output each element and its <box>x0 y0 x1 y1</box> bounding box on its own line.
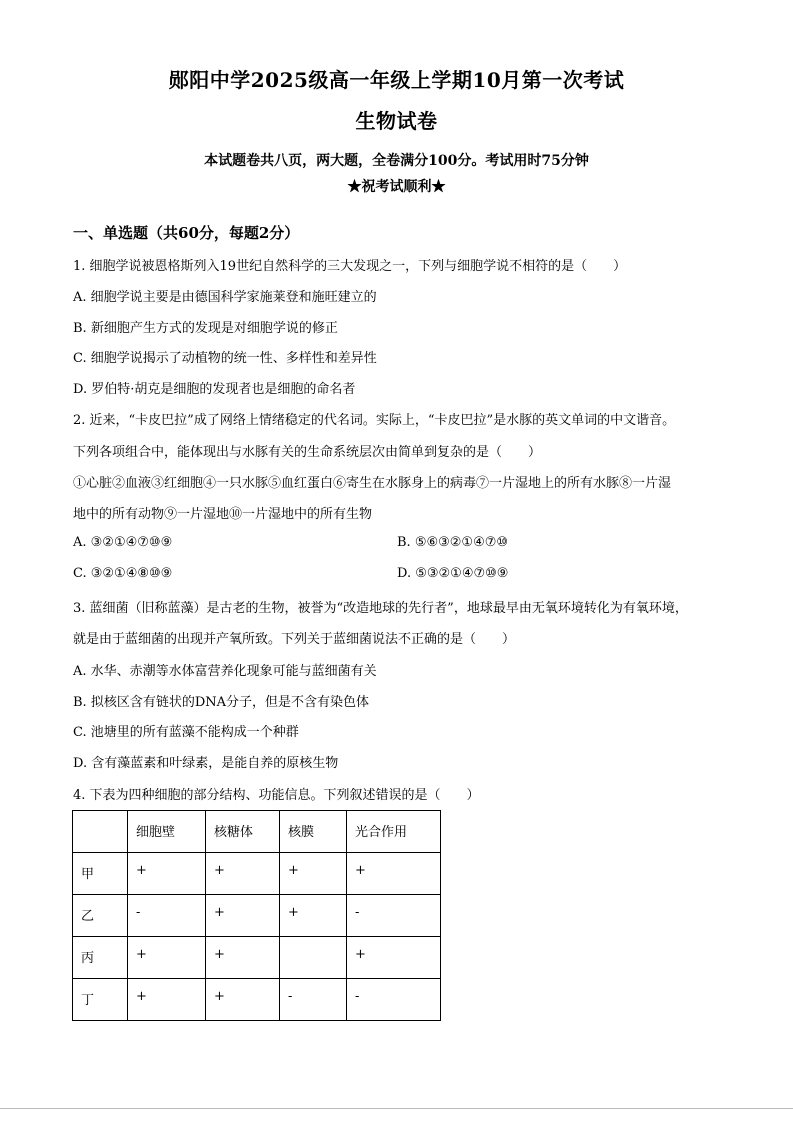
table-cell: + <box>206 979 280 1021</box>
q1-option-d: D. 罗伯特·胡克是细胞的发现者也是细胞的命名者 <box>73 382 356 397</box>
q3-stem-line2: 就是由于蓝细菌的出现并产氧所致。下列关于蓝细菌说法不正确的是（ ） <box>73 632 516 647</box>
table-cell: + <box>206 937 280 979</box>
table-cell: + <box>128 853 206 895</box>
q4-stem: 4. 下表为四种细胞的部分结构、功能信息。下列叙述错误的是（ ） <box>73 788 480 803</box>
q2-option-a: A. ③②①④⑦⑩⑨ <box>73 535 173 550</box>
table-cell: + <box>347 853 441 895</box>
table-row <box>73 853 441 895</box>
table-cell: - <box>347 979 441 1021</box>
q2-option-c: C. ③②①④⑧⑩⑨ <box>73 566 173 581</box>
q3-option-d: D. 含有藻蓝素和叶绿素，是能自养的原核生物 <box>73 756 339 771</box>
q2-items-line2: 地中的所有动物⑨一片湿地⑩一片湿地中的所有生物 <box>73 507 373 522</box>
q1-option-c: C. 细胞学说揭示了动植物的统一性、多样性和差异性 <box>73 351 377 366</box>
table-cell: + <box>128 979 206 1021</box>
table-cell: - <box>128 895 206 937</box>
subject-title: 生物试卷 <box>355 109 438 133</box>
table-cell: 丙 <box>73 937 128 979</box>
exam-title: 郧阳中学2025级高一年级上学期10月第一次考试 <box>168 68 625 92</box>
section-heading: 一、单选题（共60分，每题2分） <box>73 224 300 242</box>
q3-option-a: A. 水华、赤潮等水体富营养化现象可能与蓝细菌有关 <box>73 664 377 679</box>
exam-wish: ★祝考试顺利★ <box>347 179 446 195</box>
table-row <box>73 937 441 979</box>
table-cell: 丁 <box>73 979 128 1021</box>
exam-info: 本试题卷共八页，两大题，全卷满分100分。考试用时75分钟 <box>204 153 589 169</box>
q2-option-d: D. ⑤③②①④⑦⑩⑨ <box>397 566 509 581</box>
q1-stem: 1. 细胞学说被恩格斯列入19世纪自然科学的三大发现之一，下列与细胞学说不相符的是（ ） <box>73 259 627 274</box>
table-header-cell: 核糖体 <box>206 811 280 853</box>
q2-stem-line1: 2. 近来，“卡皮巴拉”成了网络上情绪稳定的代名词。实际上，“卡皮巴拉”是水豚的英文单词的中文谐音。 <box>73 413 676 428</box>
page-bottom-divider <box>0 1108 793 1109</box>
table-header-cell: 光合作用 <box>347 811 441 853</box>
table-cell: + <box>280 895 347 937</box>
q2-option-b: B. ⑤⑥③②①④⑦⑩ <box>397 535 509 550</box>
table-header-cell: 核膜 <box>280 811 347 853</box>
table-header-cell: 细胞壁 <box>128 811 206 853</box>
q2-stem-line2: 下列各项组合中，能体现出与水豚有关的生命系统层次由简单到复杂的是（ ） <box>73 445 542 460</box>
table-header-row <box>73 811 441 853</box>
table-row <box>73 979 441 1021</box>
q1-option-a: A. 细胞学说主要是由德国科学家施莱登和施旺建立的 <box>73 290 377 305</box>
cell-info-table <box>72 810 441 1021</box>
table-cell: + <box>347 937 441 979</box>
q3-option-c: C. 池塘里的所有蓝藻不能构成一个种群 <box>73 725 299 740</box>
q3-option-b: B. 拟核区含有链状的DNA分子，但是不含有染色体 <box>73 695 370 710</box>
table-cell: + <box>206 895 280 937</box>
table-cell <box>280 937 347 979</box>
table-cell: - <box>280 979 347 1021</box>
q2-items-line1: ①心脏②血液③红细胞④一只水豚⑤血红蛋白⑥寄生在水豚身上的病毒⑦一片湿地上的所有水豚⑧一片湿 <box>73 476 672 491</box>
q1-option-b: B. 新细胞产生方式的发现是对细胞学说的修正 <box>73 321 338 336</box>
table-cell: + <box>206 853 280 895</box>
table-row <box>73 895 441 937</box>
table-header-cell <box>73 811 128 853</box>
table-cell: + <box>128 937 206 979</box>
table-cell: + <box>280 853 347 895</box>
table-cell: 乙 <box>73 895 128 937</box>
table-cell: 甲 <box>73 853 128 895</box>
q3-stem-line1: 3. 蓝细菌（旧称蓝藻）是古老的生物，被誉为“改造地球的先行者”，地球最早由无氧环境转化为有氧环境， <box>73 601 688 616</box>
table-cell: - <box>347 895 441 937</box>
